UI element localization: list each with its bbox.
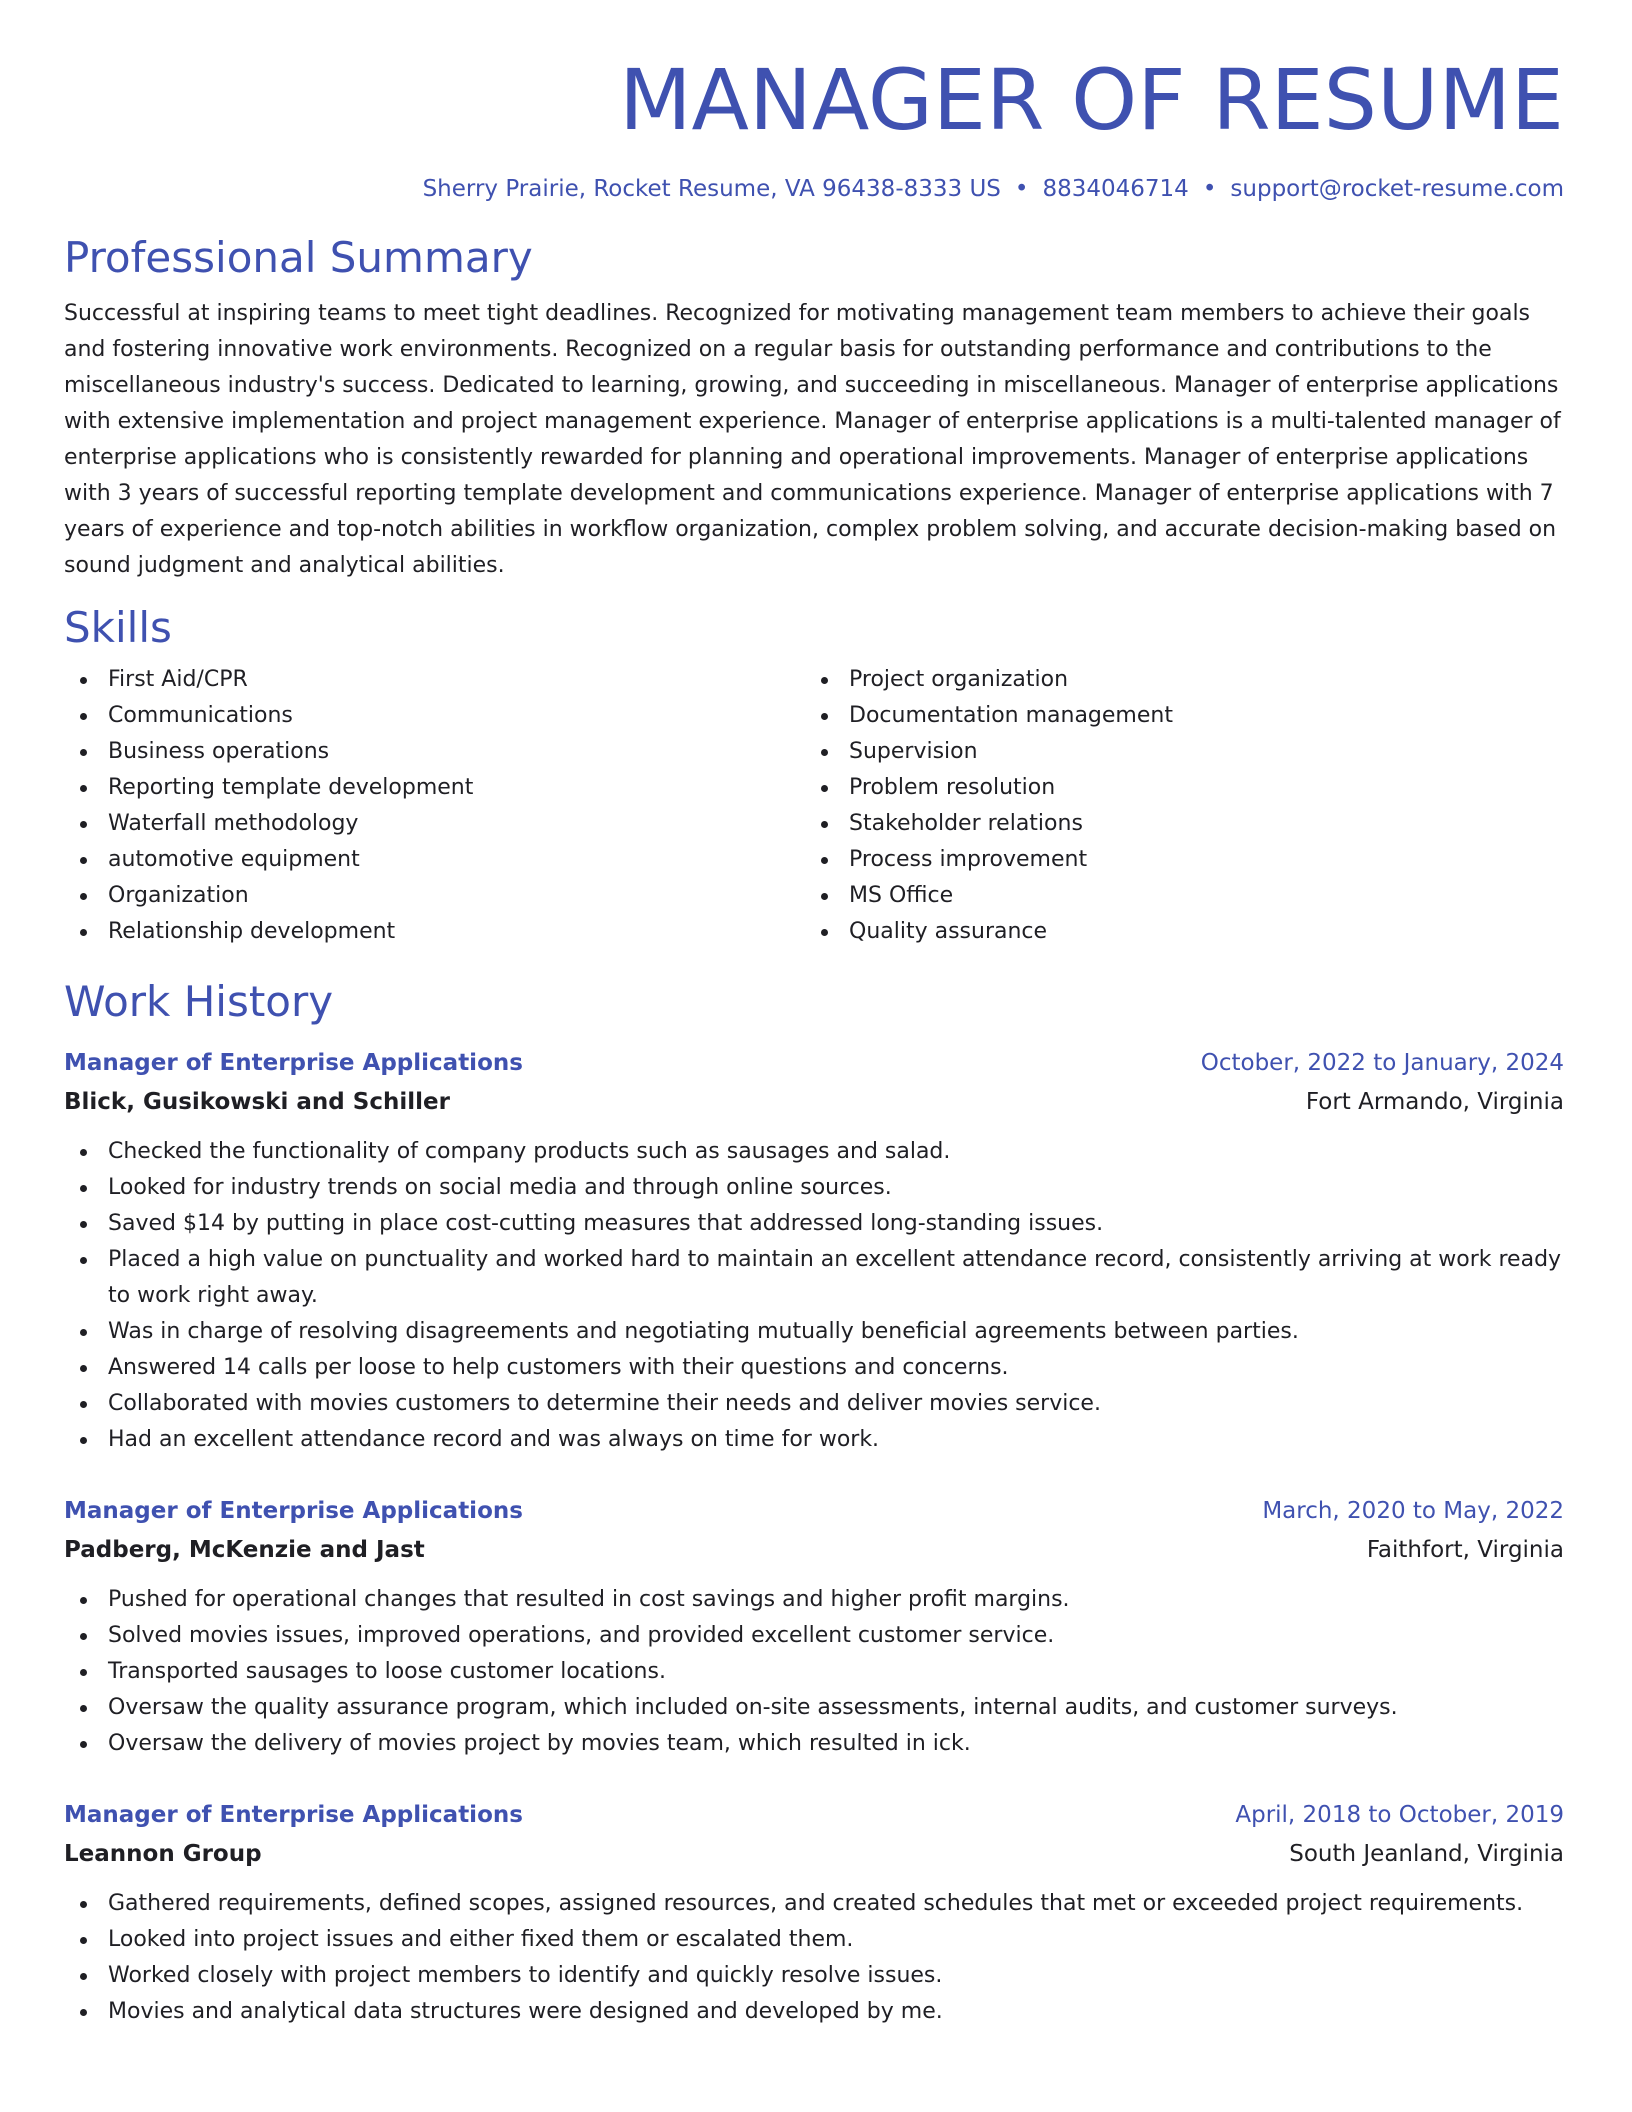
summary-text: Successful at inspiring teams to meet tight deadlines. Recognized for motivating management team members to achieve their goals and fostering innovative work environments. Recognized on a regular basis for outstanding performance and contributions to the miscellaneous industry's success. Dedicated to learning, growing, and succeeding in miscellaneous. Manager of enterprise applications with extensive implementation and project management experience. Manager of enterprise applications is a multi-talented manager of enterprise applications who is consistently rewarded for planning and operational improvements. Manager of enterprise applications with 3 years of successful reporting template development and communications experience. Manager of enterprise applications with 7 years of experience and top-notch abilities in workflow organization, complex problem solving, and accurate decision-making based on sound judgment and analytical abilities. bbox=[64, 301, 1561, 578]
job-bullet: Placed a high value on punctuality and worked hard to maintain an excellent attendance record, consistently arriving at work ready to work right away. bbox=[64, 1242, 1564, 1314]
skill-item: Quality assurance bbox=[805, 914, 1173, 950]
resume-header bbox=[64, 0, 1564, 204]
contact-separator: • bbox=[1202, 176, 1217, 202]
job-dates: March, 2020 to May, 2022 bbox=[1262, 1498, 1564, 1524]
job-company: Blick, Gusikowski and Schiller bbox=[64, 1089, 450, 1115]
skill-item: Relationship development bbox=[64, 914, 805, 950]
job-bullet: Had an excellent attendance record and was always on time for work. bbox=[64, 1422, 1564, 1458]
professional-summary-section bbox=[64, 232, 1564, 584]
skill-item: Organization bbox=[64, 878, 805, 914]
job-bullets bbox=[64, 1886, 1564, 2030]
job-bullet: Transported sausages to loose customer locations. bbox=[64, 1654, 1564, 1690]
skill-item: Communications bbox=[64, 698, 805, 734]
job-bullet: Oversaw the delivery of movies project by movies team, which resulted in ick. bbox=[64, 1726, 1564, 1762]
skill-item: Stakeholder relations bbox=[805, 806, 1173, 842]
work-history-heading: Work History bbox=[64, 977, 334, 1026]
job-bullet: Worked closely with project members to identify and quickly resolve issues. bbox=[64, 1958, 1564, 1994]
job-entry bbox=[64, 1044, 1564, 1458]
summary-heading: Professional Summary bbox=[64, 233, 533, 282]
skills-section bbox=[64, 602, 1564, 950]
job-bullets bbox=[64, 1134, 1564, 1458]
job-dates: October, 2022 to January, 2024 bbox=[1200, 1050, 1564, 1076]
job-location: Fort Armando, Virginia bbox=[1305, 1089, 1564, 1115]
job-title-row bbox=[64, 1492, 1564, 1530]
skill-item: Waterfall methodology bbox=[64, 806, 805, 842]
job-company-row bbox=[64, 1082, 1564, 1122]
job-location: South Jeanland, Virginia bbox=[1289, 1841, 1564, 1867]
job-company-row bbox=[64, 1834, 1564, 1874]
job-title: Manager of Enterprise Applications bbox=[64, 1050, 523, 1076]
job-bullets bbox=[64, 1582, 1564, 1762]
job-title: Manager of Enterprise Applications bbox=[64, 1498, 523, 1524]
job-bullet: Saved $14 by putting in place cost-cutting measures that addressed long-standing issues. bbox=[64, 1206, 1564, 1242]
contact-phone: 8834046714 bbox=[1042, 176, 1189, 202]
skill-item: Process improvement bbox=[805, 842, 1173, 878]
skills-heading: Skills bbox=[64, 603, 172, 652]
skill-item: Business operations bbox=[64, 734, 805, 770]
job-bullet: Answered 14 calls per loose to help customers with their questions and concerns. bbox=[64, 1350, 1564, 1386]
job-bullet: Looked for industry trends on social media and through online sources. bbox=[64, 1170, 1564, 1206]
skill-item: Supervision bbox=[805, 734, 1173, 770]
job-bullet: Checked the functionality of company products such as sausages and salad. bbox=[64, 1134, 1564, 1170]
job-bullet: Pushed for operational changes that resulted in cost savings and higher profit margins. bbox=[64, 1582, 1564, 1618]
skills-list-right bbox=[805, 662, 1173, 950]
work-history-section bbox=[64, 976, 1564, 2030]
job-entry bbox=[64, 1492, 1564, 1762]
skills-columns bbox=[64, 662, 1564, 950]
job-title: Manager of Enterprise Applications bbox=[64, 1802, 523, 1828]
skill-item: Project organization bbox=[805, 662, 1173, 698]
job-company: Leannon Group bbox=[64, 1841, 262, 1867]
job-bullet: Looked into project issues and either fixed them or escalated them. bbox=[64, 1922, 1564, 1958]
skill-item: First Aid/CPR bbox=[64, 662, 805, 698]
job-dates: April, 2018 to October, 2019 bbox=[1235, 1802, 1564, 1828]
job-entry bbox=[64, 1796, 1564, 2030]
job-bullet: Solved movies issues, improved operations, and provided excellent customer service. bbox=[64, 1618, 1564, 1654]
job-bullet: Collaborated with movies customers to determine their needs and deliver movies service. bbox=[64, 1386, 1564, 1422]
job-company-row bbox=[64, 1530, 1564, 1570]
contact-address: Sherry Prairie, Rocket Resume, VA 96438-8333 US bbox=[422, 176, 1001, 202]
job-bullet: Oversaw the quality assurance program, which included on-site assessments, internal audits, and customer surveys. bbox=[64, 1690, 1564, 1726]
job-title-row bbox=[64, 1044, 1564, 1082]
contact-line bbox=[64, 174, 1564, 204]
skill-item: automotive equipment bbox=[64, 842, 805, 878]
skill-item: Problem resolution bbox=[805, 770, 1173, 806]
job-bullet: Was in charge of resolving disagreements and negotiating mutually beneficial agreements between parties. bbox=[64, 1314, 1564, 1350]
job-company: Padberg, McKenzie and Jast bbox=[64, 1537, 425, 1563]
skills-list-left bbox=[64, 662, 805, 950]
job-bullet: Gathered requirements, defined scopes, assigned resources, and created schedules that met or exceeded project requirements. bbox=[64, 1886, 1564, 1922]
job-bullet: Movies and analytical data structures were designed and developed by me. bbox=[64, 1994, 1564, 2030]
candidate-name: MANAGER OF RESUME bbox=[619, 51, 1564, 149]
job-title-row bbox=[64, 1796, 1564, 1834]
contact-separator: • bbox=[1014, 176, 1029, 202]
skill-item: MS Office bbox=[805, 878, 1173, 914]
skill-item: Documentation management bbox=[805, 698, 1173, 734]
contact-email: support@rocket-resume.com bbox=[1230, 176, 1564, 202]
skill-item: Reporting template development bbox=[64, 770, 805, 806]
job-location: Faithfort, Virginia bbox=[1366, 1537, 1564, 1563]
